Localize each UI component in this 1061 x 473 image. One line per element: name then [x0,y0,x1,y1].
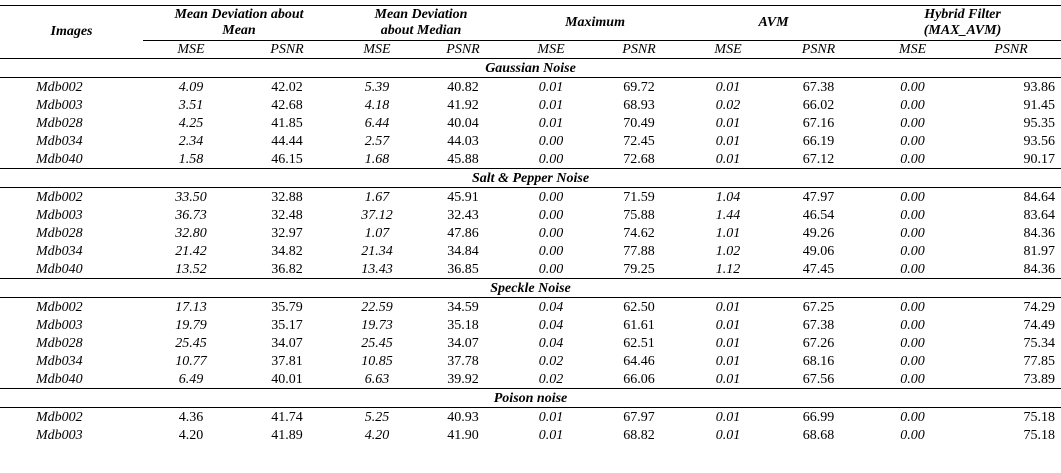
psnr-value-cell: 67.38 [802,79,835,95]
psnr-value-cell: 32.48 [271,207,303,223]
psnr-value-cell: 75.88 [623,207,655,223]
psnr-header: PSNR [239,41,335,59]
mse-value-cell: 0.00 [900,317,925,333]
image-name-cell: Mdb003 [36,207,83,223]
psnr-value-cell: 67.56 [802,371,835,387]
table-row [0,206,1061,224]
psnr-value-cell: 66.99 [802,409,835,425]
mse-value-cell: 17.13 [175,299,207,315]
image-name-cell: Mdb002 [36,299,83,315]
mse-value-cell: 0.01 [715,335,741,351]
section-header-row [0,59,1061,78]
mse-value-cell: 0.01 [715,353,741,369]
mse-value-cell: 1.02 [715,243,741,259]
mse-value-cell: 0.00 [900,261,925,277]
psnr-value-cell: 34.59 [447,299,479,315]
psnr-value-cell: 36.82 [271,261,303,277]
results-table [0,5,1061,444]
mse-value-cell: 1.07 [364,225,390,241]
table-row [0,150,1061,169]
psnr-value-cell: 41.74 [271,409,303,425]
psnr-value-cell: 45.88 [447,151,479,167]
psnr-value-cell: 47.97 [802,189,835,205]
mse-value-cell: 0.01 [715,115,741,131]
group-header-hybrid: Hybrid Filter (MAX_AVM) [864,6,1061,41]
mse-value-cell: 6.44 [364,115,390,131]
mse-header: MSE [335,41,419,59]
table-row [0,114,1061,132]
psnr-value-cell: 49.26 [802,225,835,241]
image-name-cell: Mdb034 [36,243,83,259]
psnr-value-cell: 68.82 [623,427,655,443]
table-row [0,188,1061,207]
table-row [0,334,1061,352]
psnr-value-cell: 67.38 [802,317,835,333]
psnr-value-cell: 95.35 [1023,115,1056,131]
table-row [0,242,1061,260]
psnr-value-cell: 41.89 [271,427,303,443]
header-row-metrics [0,41,1061,59]
mse-value-cell: 37.12 [361,207,393,223]
psnr-value-cell: 39.92 [447,371,479,387]
psnr-value-cell: 91.45 [1023,97,1056,113]
psnr-value-cell: 90.17 [1023,151,1056,167]
section-title: Salt & Pepper Noise [0,169,1061,188]
psnr-value-cell: 35.79 [271,299,303,315]
mse-value-cell: 1.68 [364,151,390,167]
mse-value-cell: 0.00 [900,299,925,315]
mse-value-cell: 10.85 [361,353,393,369]
psnr-value-cell: 66.02 [802,97,835,113]
mse-value-cell: 0.01 [715,299,741,315]
psnr-value-cell: 44.44 [271,133,303,149]
mse-value-cell: 0.00 [900,225,925,241]
psnr-value-cell: 37.81 [271,353,303,369]
mse-value-cell: 0.00 [538,207,564,223]
mse-value-cell: 0.00 [900,353,925,369]
image-name-cell: Mdb034 [36,353,83,369]
psnr-value-cell: 67.16 [802,115,835,131]
group-header-maximum: Maximum [507,6,683,41]
mse-value-cell: 25.45 [361,335,393,351]
header-row-groups [0,6,1061,41]
psnr-value-cell: 67.25 [802,299,835,315]
mse-value-cell: 1.01 [715,225,741,241]
psnr-value-cell: 46.54 [802,207,835,223]
psnr-value-cell: 42.68 [271,97,303,113]
psnr-value-cell: 34.84 [447,243,479,259]
mse-value-cell: 0.01 [715,151,741,167]
mse-value-cell: 0.01 [538,115,564,131]
psnr-value-cell: 81.97 [1023,243,1056,259]
psnr-value-cell: 32.43 [447,207,479,223]
psnr-value-cell: 68.16 [802,353,835,369]
mse-value-cell: 0.00 [538,243,564,259]
section-title: Poison noise [0,389,1061,408]
section-header-row [0,389,1061,408]
mse-value-cell: 0.01 [715,79,741,95]
mse-value-cell: 0.00 [538,151,564,167]
mse-value-cell: 32.80 [175,225,207,241]
psnr-value-cell: 67.26 [802,335,835,351]
psnr-value-cell: 36.85 [447,261,479,277]
mse-value-cell: 0.00 [900,115,925,131]
mse-value-cell: 6.63 [364,371,390,387]
psnr-value-cell: 84.64 [1023,189,1056,205]
mse-value-cell: 2.57 [364,133,390,149]
psnr-value-cell: 62.50 [623,299,655,315]
mse-value-cell: 0.01 [538,409,564,425]
mse-value-cell: 13.52 [175,261,207,277]
psnr-value-cell: 74.62 [623,225,655,241]
psnr-header: PSNR [773,41,864,59]
mse-value-cell: 0.00 [900,133,925,149]
group-header-avm: AVM [683,6,864,41]
table-row [0,78,1061,97]
mse-value-cell: 25.45 [175,335,207,351]
psnr-value-cell: 40.01 [271,371,303,387]
psnr-value-cell: 67.12 [802,151,835,167]
psnr-value-cell: 41.90 [447,427,479,443]
mse-value-cell: 0.00 [538,133,564,149]
psnr-value-cell: 37.78 [447,353,479,369]
image-name-cell: Mdb040 [36,371,83,387]
psnr-value-cell: 75.18 [1023,409,1056,425]
psnr-value-cell: 69.72 [623,79,655,95]
mse-value-cell: 0.00 [538,225,564,241]
table-row [0,370,1061,389]
mse-value-cell: 4.18 [364,97,390,113]
mse-header: MSE [864,41,961,59]
psnr-value-cell: 61.61 [623,317,655,333]
psnr-value-cell: 93.56 [1023,133,1056,149]
mse-header: MSE [143,41,239,59]
mse-value-cell: 0.01 [715,133,741,149]
image-name-cell: Mdb003 [36,317,83,333]
psnr-value-cell: 66.06 [623,371,655,387]
mse-value-cell: 1.67 [364,189,390,205]
mse-value-cell: 3.51 [178,97,204,113]
table-row [0,352,1061,370]
psnr-value-cell: 34.82 [271,243,303,259]
image-name-cell: Mdb002 [36,409,83,425]
group-header-mean-dev-mean: Mean Deviation about Mean [143,6,335,41]
mse-value-cell: 13.43 [361,261,393,277]
psnr-value-cell: 68.68 [802,427,835,443]
mse-value-cell: 0.01 [715,427,741,443]
section-header-row [0,279,1061,298]
mse-value-cell: 4.20 [178,427,204,443]
psnr-value-cell: 73.89 [1023,371,1056,387]
psnr-value-cell: 41.85 [271,115,303,131]
mse-header: MSE [507,41,595,59]
psnr-value-cell: 93.86 [1023,79,1056,95]
table-row [0,298,1061,317]
psnr-value-cell: 84.36 [1023,261,1056,277]
image-name-cell: Mdb034 [36,133,83,149]
mse-value-cell: 0.00 [900,243,925,259]
psnr-value-cell: 84.36 [1023,225,1056,241]
psnr-value-cell: 68.93 [623,97,655,113]
table-row [0,408,1061,427]
mse-value-cell: 0.01 [715,371,741,387]
psnr-value-cell: 74.49 [1023,317,1056,333]
psnr-value-cell: 72.68 [623,151,655,167]
psnr-value-cell: 46.15 [271,151,303,167]
image-name-cell: Mdb028 [36,335,83,351]
mse-value-cell: 0.00 [900,409,925,425]
mse-value-cell: 0.00 [900,79,925,95]
image-name-cell: Mdb040 [36,151,83,167]
psnr-value-cell: 34.07 [271,335,303,351]
psnr-value-cell: 66.19 [802,133,835,149]
group-header-mean-dev-median: Mean Deviation about Median [335,6,507,41]
psnr-value-cell: 45.91 [447,189,479,205]
image-name-cell: Mdb028 [36,115,83,131]
psnr-value-cell: 72.45 [623,133,655,149]
mse-value-cell: 21.42 [175,243,207,259]
table-row [0,260,1061,279]
mse-value-cell: 0.00 [538,261,564,277]
table-row [0,132,1061,150]
psnr-value-cell: 32.97 [271,225,303,241]
psnr-value-cell: 34.07 [447,335,479,351]
psnr-header: PSNR [595,41,683,59]
mse-value-cell: 4.25 [178,115,204,131]
psnr-value-cell: 40.82 [447,79,479,95]
image-name-cell: Mdb003 [36,427,83,443]
mse-value-cell: 5.39 [364,79,390,95]
mse-value-cell: 0.00 [900,207,925,223]
mse-value-cell: 2.34 [178,133,204,149]
image-name-cell: Mdb002 [36,189,83,205]
mse-value-cell: 0.04 [538,299,564,315]
mse-value-cell: 36.73 [175,207,207,223]
psnr-value-cell: 79.25 [623,261,655,277]
mse-value-cell: 0.00 [538,189,564,205]
mse-value-cell: 0.00 [900,97,925,113]
mse-value-cell: 0.00 [900,427,925,443]
mse-value-cell: 19.79 [175,317,207,333]
section-title: Speckle Noise [0,279,1061,298]
mse-header: MSE [683,41,773,59]
psnr-value-cell: 77.85 [1023,353,1056,369]
psnr-value-cell: 71.59 [623,189,655,205]
mse-value-cell: 0.00 [900,371,925,387]
psnr-value-cell: 64.46 [623,353,655,369]
mse-value-cell: 6.49 [178,371,204,387]
mse-value-cell: 1.12 [715,261,741,277]
image-name-cell: Mdb028 [36,225,83,241]
mse-value-cell: 0.00 [900,335,925,351]
psnr-value-cell: 41.92 [447,97,479,113]
mse-value-cell: 22.59 [361,299,393,315]
table-row [0,316,1061,334]
psnr-value-cell: 44.03 [447,133,479,149]
mse-value-cell: 0.01 [538,427,564,443]
psnr-value-cell: 62.51 [623,335,655,351]
psnr-value-cell: 35.17 [271,317,303,333]
mse-value-cell: 1.04 [715,189,741,205]
images-header: Images [0,6,143,59]
mse-value-cell: 0.02 [538,371,564,387]
image-name-cell: Mdb040 [36,261,83,277]
mse-value-cell: 0.02 [715,97,741,113]
psnr-value-cell: 77.88 [623,243,655,259]
mse-value-cell: 0.01 [715,317,741,333]
psnr-value-cell: 70.49 [623,115,655,131]
table-body [0,59,1061,445]
mse-value-cell: 4.20 [364,427,390,443]
mse-value-cell: 0.01 [538,79,564,95]
psnr-value-cell: 67.97 [623,409,655,425]
psnr-value-cell: 35.18 [447,317,479,333]
psnr-value-cell: 74.29 [1023,299,1056,315]
psnr-value-cell: 47.86 [447,225,479,241]
mse-value-cell: 4.36 [178,409,204,425]
psnr-value-cell: 75.18 [1023,427,1056,443]
mse-value-cell: 33.50 [175,189,207,205]
mse-value-cell: 19.73 [361,317,393,333]
mse-value-cell: 0.00 [900,189,925,205]
psnr-value-cell: 83.64 [1023,207,1056,223]
mse-value-cell: 0.01 [715,409,741,425]
mse-value-cell: 0.02 [538,353,564,369]
image-name-cell: Mdb003 [36,97,83,113]
table-row [0,96,1061,114]
mse-value-cell: 10.77 [175,353,207,369]
psnr-value-cell: 47.45 [802,261,835,277]
image-name-cell: Mdb002 [36,79,83,95]
psnr-value-cell: 49.06 [802,243,835,259]
section-title: Gaussian Noise [0,59,1061,78]
psnr-value-cell: 40.04 [447,115,479,131]
mse-value-cell: 4.09 [178,79,204,95]
psnr-header: PSNR [961,41,1061,59]
mse-value-cell: 0.04 [538,317,564,333]
psnr-value-cell: 32.88 [271,189,303,205]
psnr-value-cell: 42.02 [271,79,303,95]
mse-value-cell: 5.25 [364,409,390,425]
mse-value-cell: 0.00 [900,151,925,167]
mse-value-cell: 0.01 [538,97,564,113]
psnr-value-cell: 40.93 [447,409,479,425]
psnr-header: PSNR [419,41,507,59]
table-row [0,426,1061,444]
mse-value-cell: 0.04 [538,335,564,351]
mse-value-cell: 1.44 [715,207,741,223]
psnr-value-cell: 75.34 [1023,335,1056,351]
table-row [0,224,1061,242]
section-header-row [0,169,1061,188]
mse-value-cell: 1.58 [178,151,204,167]
mse-value-cell: 21.34 [361,243,393,259]
